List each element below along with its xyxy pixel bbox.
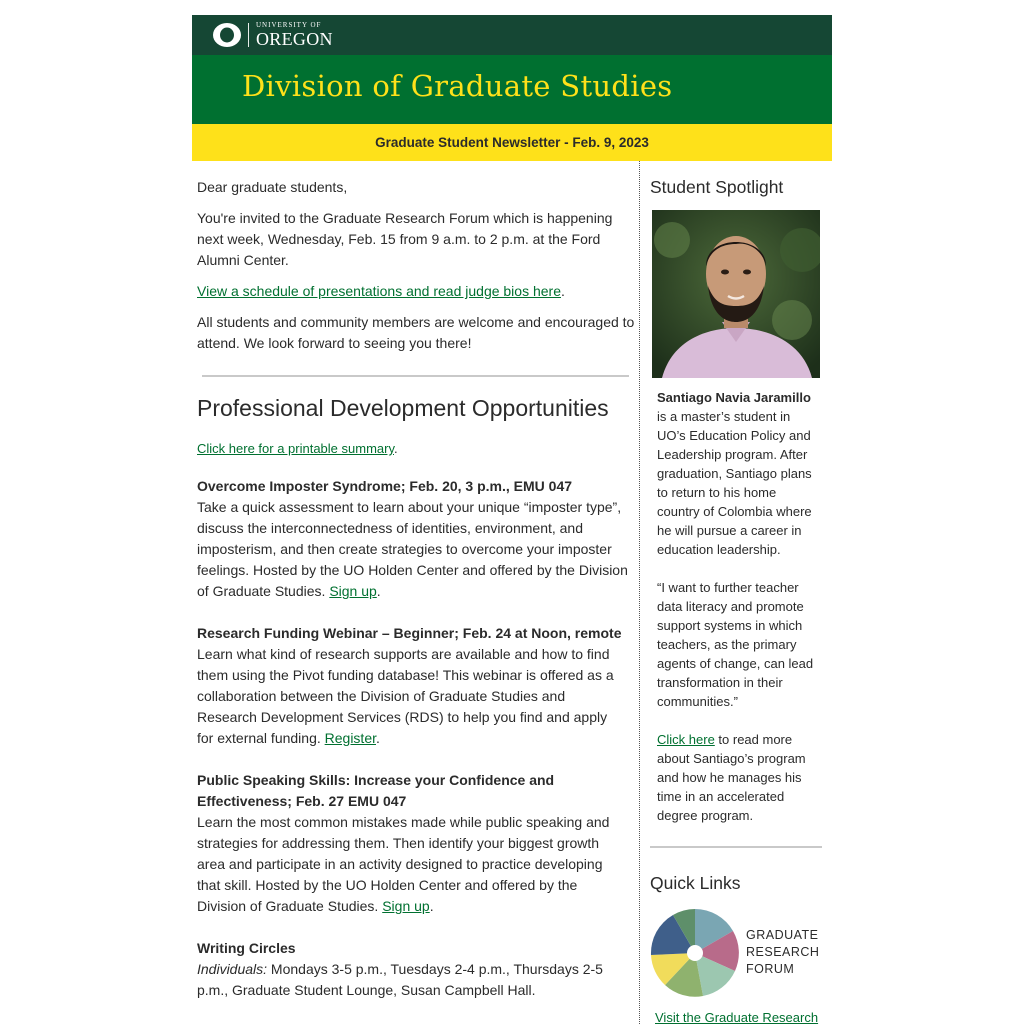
event-item (197, 770, 627, 917)
newsletter-date-bar: Graduate Student Newsletter - Feb. 9, 2023 (192, 124, 832, 161)
read-more-text: Click here to read more about Santiago’s program and how he manages his time in an accelerated degree program. (657, 732, 806, 823)
o-logo-icon (212, 22, 242, 48)
event-title: Research Funding Webinar – Beginner; Feb. 24 at Noon, remote (197, 625, 622, 641)
banner-title: Division of Graduate Studies (242, 69, 673, 103)
register-link[interactable]: Register (324, 730, 376, 746)
event-body: Individuals: Mondays 3-5 p.m., Tuesdays 2-4 p.m., Thursdays 2-5 p.m., Graduate Student Lounge, Susan Campbell Hall. (197, 961, 603, 998)
logo-small-text: UNIVERSITY OF (256, 21, 322, 29)
sign-up-link[interactable]: Sign up (382, 898, 430, 914)
read-more-link[interactable]: Click here (657, 732, 715, 747)
grf-wheel-icon (650, 905, 740, 999)
summary-line: Click here for a printable summary. (197, 441, 398, 456)
newsletter-header (192, 15, 832, 161)
event-body: Take a quick assessment to learn about your unique “imposter type”, discuss the interconnectedness of identities, environment, and imposterism, and then create strategies to overcome your imposter feelings. Hosted by the UO Holden Center and offered by the Division of Graduate Studies. Sign up. (197, 499, 628, 599)
event-title: Overcome Imposter Syndrome; Feb. 20, 3 p.m., EMU 047 (197, 478, 573, 494)
visit-grf-link[interactable]: Visit the Graduate Research (655, 1010, 819, 1025)
uo-logo[interactable] (212, 21, 333, 49)
logo-wordmark (256, 22, 333, 48)
event-item (197, 476, 635, 602)
column-divider (639, 161, 640, 1024)
student-name: Santiago Navia Jaramillo (657, 390, 811, 405)
spotlight-quote: “I want to further teacher data literacy and promote support systems in which teachers, as the primary agents of change, can lead transformation in their communities.” (657, 580, 814, 709)
top-bar (192, 15, 832, 55)
division-banner (192, 55, 832, 124)
schedule-line: View a schedule of presentations and read judge bios here. (197, 283, 565, 299)
event-item (197, 623, 637, 749)
welcome-paragraph: All students and community members are welcome and encouraged to attend. We look forward to seeing you there! (197, 314, 635, 351)
intro-paragraph: You're invited to the Graduate Research Forum which is happening next week, Wednesday, Feb. 15 from 9 a.m. to 2 p.m. at the Ford Alumni Center. (197, 210, 613, 268)
logo-big-text: OREGON (256, 29, 333, 49)
grf-logo[interactable] (650, 903, 824, 999)
schedule-link[interactable]: View a schedule of presentations and read judge bios here (197, 283, 561, 299)
spotlight-bio: Santiago Navia Jaramillo is a master’s student in UO’s Education Policy and Leadership program. After graduation, Santiago plans to return to his home country of Colombia where he will pursue a career in education leadership. (657, 390, 812, 557)
event-body: Learn the most common mistakes made while public speaking and strategies for addressing them. Then identify your biggest growth area and participate in an activity designed to practice developing that skill. Hosted by the UO Holden Center and offered by the Division of Graduate Studies. Sign up. (197, 814, 610, 914)
quick-links-heading: Quick Links (650, 873, 741, 893)
logo-divider (248, 23, 249, 47)
printable-summary-link[interactable]: Click here for a printable summary (197, 441, 394, 456)
portrait-image (652, 210, 820, 378)
event-title: Public Speaking Skills: Increase your Confidence and Effectiveness; Feb. 27 EMU 047 (197, 772, 555, 809)
event-item (197, 938, 627, 1001)
grf-link-line (655, 1008, 825, 1027)
student-photo (652, 210, 820, 378)
section-divider (202, 375, 629, 377)
pd-heading: Professional Development Opportunities (197, 395, 609, 421)
greeting: Dear graduate students, (197, 179, 348, 195)
event-body: Learn what kind of research supports are available and how to find them using the Pivot funding database! This webinar is offered as a collaboration between the Division of Graduate Studies and Research Development Services (RDS) to help you find and apply for external funding. Register. (197, 646, 614, 746)
sign-up-link[interactable]: Sign up (329, 583, 377, 599)
event-title: Writing Circles (197, 940, 296, 956)
spotlight-heading: Student Spotlight (650, 177, 784, 197)
sidebar-divider (650, 846, 822, 848)
grf-wordmark: GRADUATE RESEARCH FORUM (746, 928, 820, 976)
